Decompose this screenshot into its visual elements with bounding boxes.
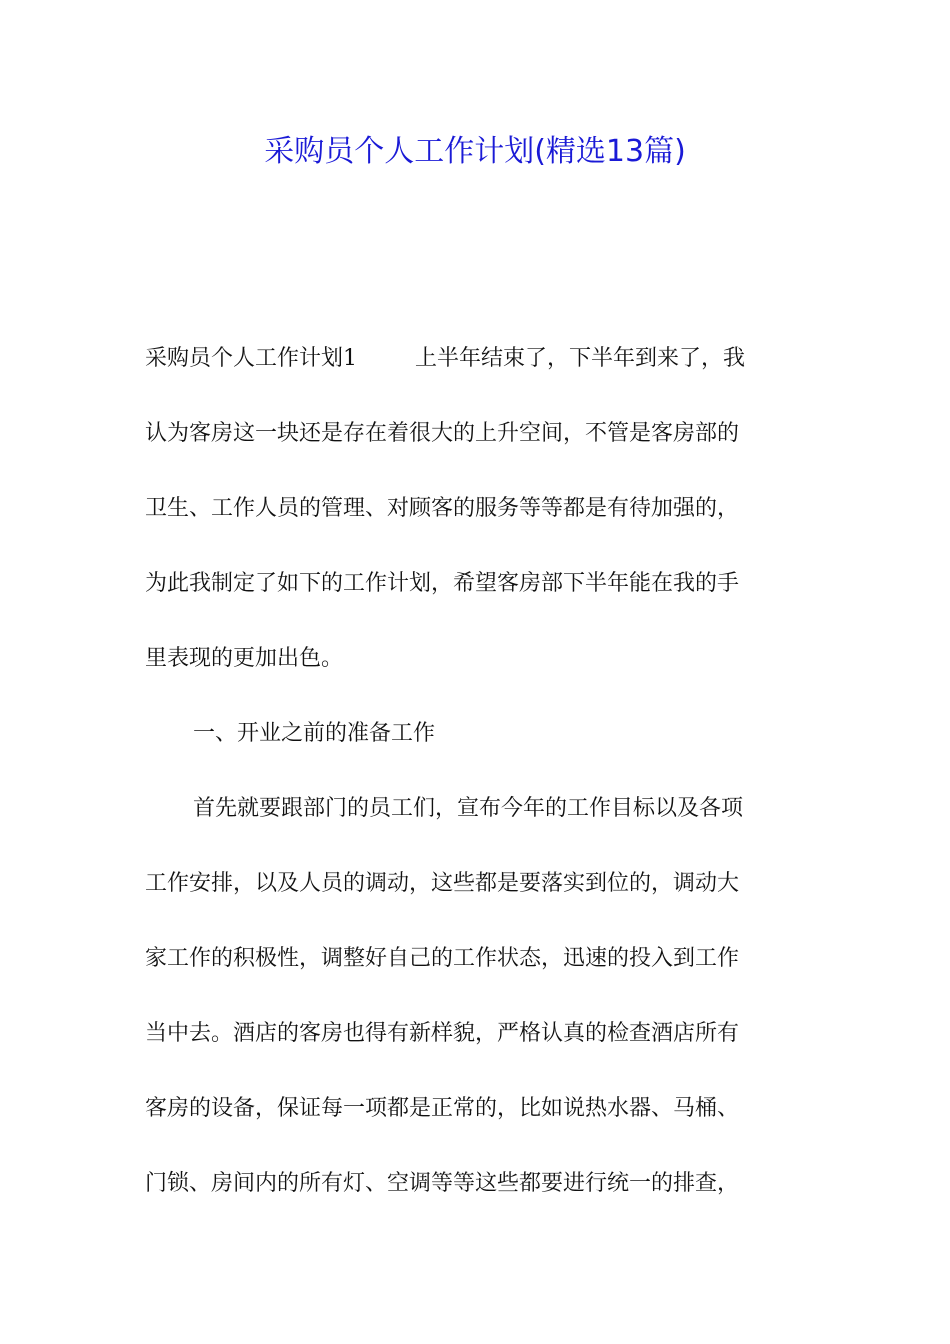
- paragraph-line: 家工作的积极性，调整好自己的工作状态，迅速的投入到工作: [145, 946, 740, 971]
- paragraph-line: [145, 344, 810, 374]
- document-title: 采购员个人工作计划(精选13篇): [264, 134, 686, 169]
- paragraph-line: 首先就要跟部门的员工们，宣布今年的工作目标以及各项: [193, 796, 744, 821]
- paragraph-line: 当中去。酒店的客房也得有新样貌，严格认真的检查酒店所有: [145, 1021, 740, 1046]
- paragraph-line: 客房的设备，保证每一项都是正常的，比如说热水器、马桶、: [145, 1096, 740, 1121]
- section-heading: 一、开业之前的准备工作: [193, 721, 436, 746]
- section-heading-inline: 采购员个人工作计划1: [145, 346, 357, 371]
- paragraph-text: 上半年结束了，下半年到来了，我: [415, 346, 746, 371]
- paragraph-line: 为此我制定了如下的工作计划，希望客房部下半年能在我的手: [145, 571, 740, 596]
- paragraph-line: 认为客房这一块还是存在着很大的上升空间，不管是客房部的: [145, 421, 740, 446]
- paragraph-line: 卫生、工作人员的管理、对顾客的服务等等都是有待加强的，: [145, 496, 740, 521]
- paragraph-line: 工作安排，以及人员的调动，这些都是要落实到位的，调动大: [145, 871, 740, 896]
- paragraph-line: 里表现的更加出色。: [145, 646, 344, 671]
- paragraph-line: 门锁、房间内的所有灯、空调等等这些都要进行统一的排查，: [145, 1171, 740, 1196]
